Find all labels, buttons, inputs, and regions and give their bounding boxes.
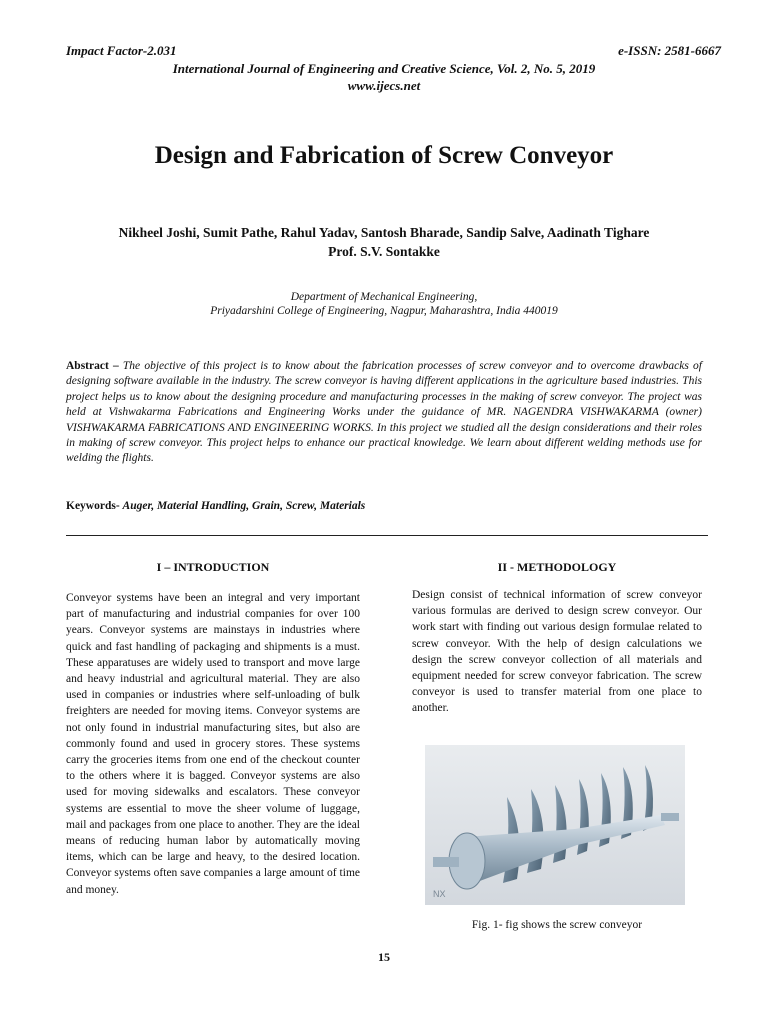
screw-conveyor-figure <box>425 745 685 905</box>
introduction-text: Conveyor systems have been an integral and very important part of manufacturing and industrial companies for over 100 years. Conveyor systems are mainstays in industries where quick and fast handling of packaging and shipments is a must. These apparatuses are widely used to transport and move large and heavy industrial and agricultural material. They are also used in companies or industries where self-unloading of bulk freighters are needed for moving items. Conveyor systems are not only found in industrial manufacturing sites, but also are commonly found and used in grocery stores. These systems carry the groceries items from one end of the checkout counter to the others where it is bagged. Conveyor systems are also used for moving sidewalks and escalators. These conveyor systems are essential to move the sheer volume of luggage, mail and packages from one place to another. They are the ideal means of reducing human labor by automatically moving items, which can be large and heavy, to the desired location. Conveyor systems often save companies a large amount of time and money. <box>66 592 360 896</box>
journal-name: International Journal of Engineering and Creative Science, Vol. 2, No. 5, 2019 <box>172 61 596 76</box>
introduction-heading: I – INTRODUCTION <box>156 560 270 574</box>
methodology-heading: II - METHODOLOGY <box>497 560 617 574</box>
authors <box>0 223 768 261</box>
abstract <box>66 359 702 467</box>
keywords <box>66 500 365 512</box>
page-number: 15 <box>378 950 390 964</box>
authors-line-1: Nikheel Joshi, Sumit Pathe, Rahul Yadav, Santosh Bharade, Sandip Salve, Aadinath Tighare <box>118 225 650 240</box>
authors-line-2: Prof. S.V. Sontakke <box>328 244 440 259</box>
affiliation <box>0 290 768 318</box>
keywords-label: Keywords- <box>66 500 123 512</box>
figure-caption: Fig. 1- fig shows the screw conveyor <box>471 919 643 931</box>
abstract-text: The objective of this project is to know about the fabrication processes of screw conveyor and to overcome drawbacks of designing software available in the industry. The screw conveyor is having different applications in the agriculture based industries. This project helps us to know about the designing procedure and manufacturing processes in the making of screw conveyor. The project was held at Vishwakarma Fabrications and Engineering Works under the guidance of MR. NAGENDRA VISHWAKARMA (owner) VISHWAKARMA FABRICATIONS AND ENGINEERING WORKS. In this project we studied all the design considerations and their roles in making of screw conveyor. This project helps to enhance our practical knowledge. We learn about different welding methods use for welding the flights. <box>66 360 702 465</box>
abstract-label: Abstract – <box>66 360 123 372</box>
keywords-value: Auger, Material Handling, Grain, Screw, Materials <box>122 500 366 512</box>
stub-shaft <box>433 857 459 867</box>
affiliation-line-2: Priyadarshini College of Engineering, Nagpur, Maharashtra, India 440019 <box>210 305 558 317</box>
section-divider <box>66 535 708 536</box>
eissn: e-ISSN: 2581-6667 <box>618 43 721 58</box>
screw-conveyor-render <box>425 745 685 905</box>
paper-title: Design and Fabrication of Screw Conveyor <box>154 142 614 169</box>
methodology-text: Design consist of technical information of screw conveyor various formulas are derived to design screw conveyor. Our work start with finding out various design formulae related to screw conveyor. With the help of design calculations we design the screw conveyor collection of all materials and equipment needed for screw conveyor fabrication. The screw conveyor is used to transfer material from one place to another. <box>412 589 702 715</box>
journal-website: www.ijecs.net <box>347 78 421 93</box>
impact-factor: Impact Factor-2.031 <box>66 43 177 58</box>
affiliation-line-1: Department of Mechanical Engineering, <box>290 291 478 303</box>
stub-shaft-right <box>661 813 679 821</box>
software-watermark: NX <box>433 889 446 899</box>
